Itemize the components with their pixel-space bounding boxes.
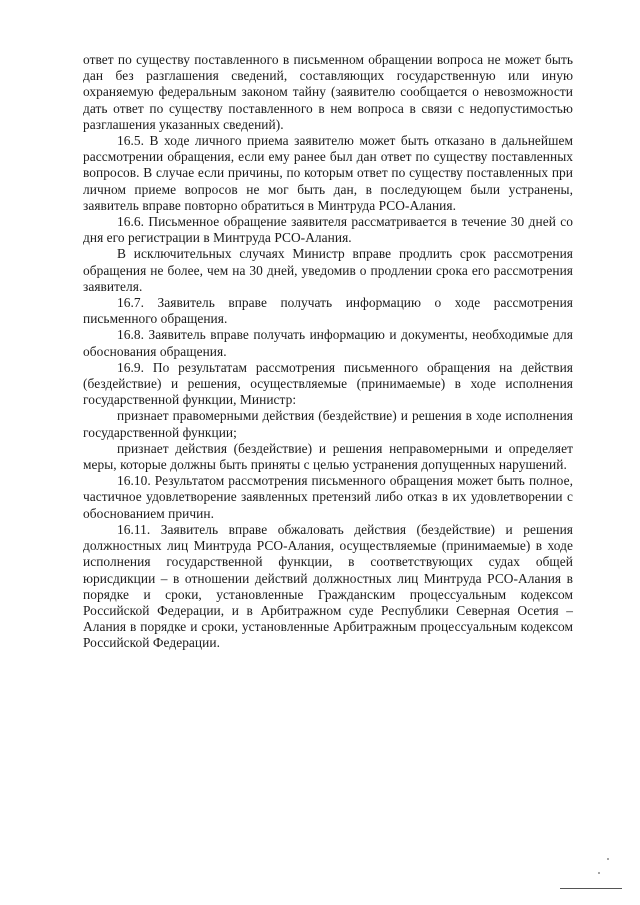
scan-artifact — [607, 858, 609, 860]
paragraph-16-8: 16.8. Заявитель вправе получать информацию и документы, необходимые для обоснования обращения. — [83, 327, 573, 359]
paragraph-continuation: ответ по существу поставленного в письменном обращении вопроса не может быть дан без разглашения сведений, составляющих государственную или иную охраняемую федеральным законом тайну (заявителю сообщается о невозможности дать ответ по существу поставленного в нем вопроса в связи с недопустимостью разглашения указанных сведений). — [83, 52, 573, 132]
paragraph-16-10: 16.10. Результатом рассмотрения письменного обращения может быть полное, частичное удовлетворение заявленных претензий либо отказ в их удовлетворении с обоснованием причин. — [83, 473, 573, 521]
paragraph-recognizes-unlawful: признает действия (бездействие) и решения неправомерными и определяет меры, которые должны быть приняты с целью устранения допущенных нарушений. — [83, 440, 573, 473]
document-body — [83, 52, 573, 652]
paragraph-16-7: 16.7. Заявитель вправе получать информацию о ходе рассмотрения письменного обращения. — [83, 295, 573, 327]
paragraph-16-5: 16.5. В ходе личного приема заявителю может быть отказано в дальнейшем рассмотрении обращения, если ему ранее был дан ответ по существу поставленных вопросов. В случае если причины, по которым ответ по существу поставленных при личном приеме вопросов не мог быть дан, в последующем были устранены, заявитель вправе повторно обратиться в Минтруда РСО-Алания. — [83, 133, 573, 213]
paragraph-exceptional-cases: В исключительных случаях Министр вправе продлить срок рассмотрения обращения не более, чем на 30 дней, уведомив о продлении срока его рассмотрения заявителя. — [83, 246, 573, 294]
footer-rule — [560, 888, 622, 889]
paragraph-recognizes-lawful: признает правомерными действия (бездействие) и решения в ходе исполнения государственной функции; — [83, 408, 573, 440]
paragraph-16-9: 16.9. По результатам рассмотрения письменного обращения на действия (бездействие) и решения, осуществляемые (принимаемые) в ходе исполнения государственной функции, Министр: — [83, 359, 573, 408]
paragraph-16-11: 16.11. Заявитель вправе обжаловать действия (бездействие) и решения должностных лиц Минтруда РСО-Алания, осуществляемые (принимаемые) в ходе исполнения государственной функции, в соответствующих судах общей юрисдикции – в отношении действий должностных лиц Минтруда РСО-Алания в порядке и сроки, установленные Гражданским процессуальным кодексом Российской Федерации, и в Арбитражном суде Республики Северная Осетия – Алания в порядке и сроки, установленные Арбитражным процессуальным кодексом Российской Федерации. — [83, 521, 573, 651]
paragraph-16-6: 16.6. Письменное обращение заявителя рассматривается в течение 30 дней со дня его регистрации в Минтруда РСО-Алания. — [83, 214, 573, 246]
scan-artifact — [598, 872, 600, 874]
